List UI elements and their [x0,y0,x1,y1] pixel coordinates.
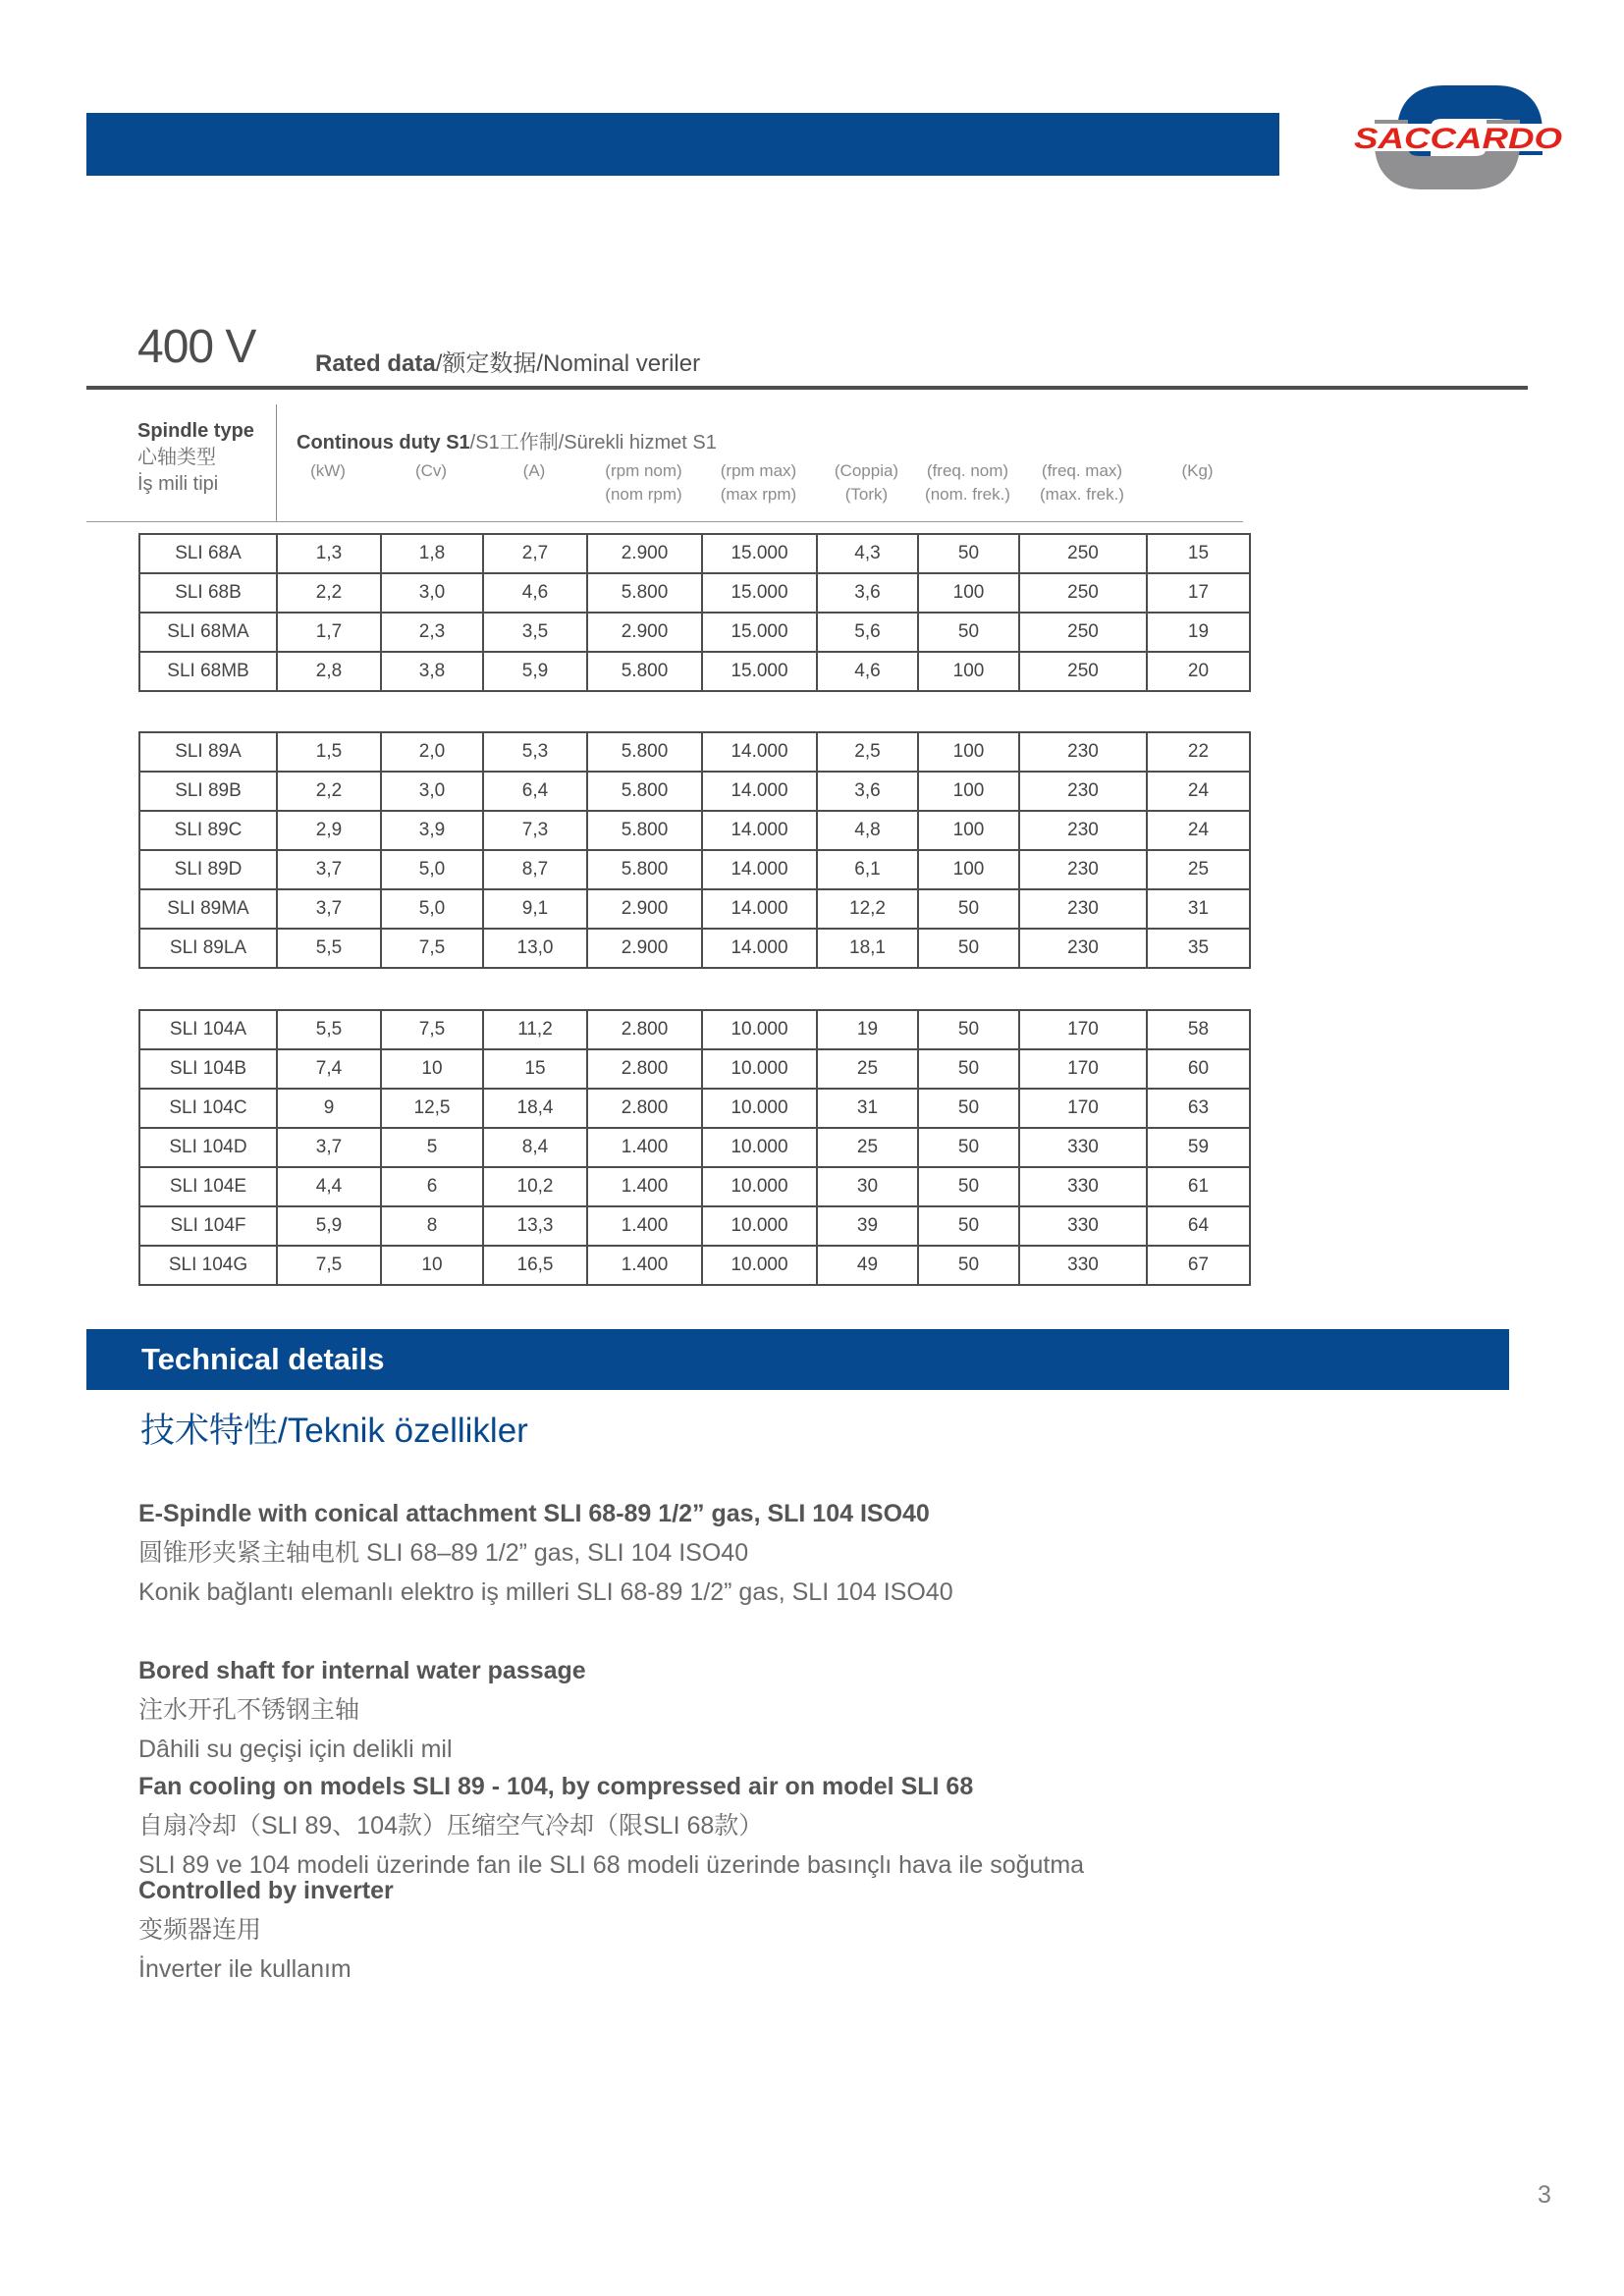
spindle-type-cell: SLI 68MA [139,613,277,652]
tech-paragraph-attachment [138,1494,1415,1612]
value-cell: 5,5 [277,1010,381,1049]
spindle-type-header [137,418,254,498]
value-cell: 5,3 [483,732,587,772]
table-row [139,811,1250,850]
spindle-type-cell: SLI 68A [139,534,277,573]
value-cell: 6 [381,1167,483,1206]
value-cell: 5,9 [277,1206,381,1246]
value-cell: 15.000 [702,613,817,652]
value-cell: 2,2 [277,772,381,811]
spindle-type-header-en: Spindle type [137,420,254,442]
value-cell: 2,3 [381,613,483,652]
value-cell: 230 [1019,850,1147,889]
value-cell: 50 [918,1089,1019,1128]
value-cell: 230 [1019,732,1147,772]
value-cell: 10 [381,1049,483,1089]
tech-paragraph-inverter [138,1871,1415,1989]
value-cell: 6,1 [817,850,918,889]
value-cell: 59 [1147,1128,1250,1167]
value-cell: 25 [817,1128,918,1167]
column-header-kw: (kW) [310,461,346,480]
continuous-duty-header-bold: Continous duty S1 [297,432,470,454]
value-cell: 14.000 [702,929,817,968]
value-cell: 25 [817,1049,918,1089]
value-cell: 22 [1147,732,1250,772]
value-cell: 100 [918,850,1019,889]
value-cell: 10 [381,1246,483,1285]
value-cell: 330 [1019,1128,1147,1167]
rated-data-table-group-2 [138,731,1251,969]
value-cell: 18,1 [817,929,918,968]
value-cell: 4,6 [483,573,587,613]
table-row [139,732,1250,772]
value-cell: 2.800 [587,1049,702,1089]
column-header-cv: (Cv) [414,461,448,480]
table-row [139,1206,1250,1246]
value-cell: 170 [1019,1010,1147,1049]
value-cell: 15 [1147,534,1250,573]
paragraph-line-tr: SLI 89 ve 104 modeli üzerinde fan ile SLI 68 modeli üzerinde basınçlı hava ile soğutma [138,1851,1085,1879]
top-blue-bar [86,113,1279,176]
value-cell: 15 [483,1049,587,1089]
value-cell: 9,1 [483,889,587,929]
paragraph-line-en: Controlled by inverter [138,1877,394,1904]
value-cell: 8,7 [483,850,587,889]
rated-data-table-group-3 [138,1009,1251,1286]
header-underline [86,521,1243,522]
rated-data-subtitle [315,344,700,378]
value-cell: 10.000 [702,1128,817,1167]
paragraph-line-zh: 圆锥形夹紧主轴电机 SLI 68–89 1/2” gas, SLI 104 ISO40 [138,1539,749,1567]
table-row [139,850,1250,889]
value-cell: 10.000 [702,1049,817,1089]
value-cell: 5,5 [277,929,381,968]
value-cell: 230 [1019,772,1147,811]
value-cell: 15.000 [702,652,817,691]
value-cell: 14.000 [702,889,817,929]
paragraph-line-zh: 自扇冷却（SLI 89、104款）压缩空气冷却（限SLI 68款） [138,1812,764,1840]
value-cell: 2.900 [587,613,702,652]
value-cell: 3,5 [483,613,587,652]
value-cell: 50 [918,1010,1019,1049]
technical-details-banner: Technical details [86,1329,1509,1390]
spindle-type-cell: SLI 104B [139,1049,277,1089]
value-cell: 3,0 [381,772,483,811]
value-cell: 7,5 [381,929,483,968]
spindle-type-cell: SLI 104F [139,1206,277,1246]
section-rule [86,386,1528,390]
paragraph-line-tr: Dâhili su geçişi için delikli mil [138,1735,453,1763]
value-cell: 10,2 [483,1167,587,1206]
value-cell: 7,4 [277,1049,381,1089]
value-cell: 100 [918,573,1019,613]
value-cell: 10.000 [702,1010,817,1049]
table-row [139,652,1250,691]
table-row [139,929,1250,968]
spindle-type-cell: SLI 89B [139,772,277,811]
value-cell: 17 [1147,573,1250,613]
value-cell: 50 [918,534,1019,573]
value-cell: 3,7 [277,889,381,929]
value-cell: 14.000 [702,850,817,889]
value-cell: 25 [1147,850,1250,889]
value-cell: 14.000 [702,732,817,772]
tech-paragraph-cooling [138,1767,1415,1885]
value-cell: 1,5 [277,732,381,772]
spindle-type-header-zh: 心轴类型 [137,447,216,468]
value-cell: 19 [1147,613,1250,652]
value-cell: 10.000 [702,1246,817,1285]
value-cell: 3,0 [381,573,483,613]
value-cell: 5.800 [587,772,702,811]
value-cell: 3,6 [817,573,918,613]
value-cell: 24 [1147,772,1250,811]
value-cell: 230 [1019,889,1147,929]
value-cell: 50 [918,1128,1019,1167]
value-cell: 5,9 [483,652,587,691]
value-cell: 11,2 [483,1010,587,1049]
value-cell: 1.400 [587,1128,702,1167]
column-header-kg: (Kg) [1181,461,1214,480]
value-cell: 10.000 [702,1089,817,1128]
column-header-coppia: (Coppia) (Tork) [834,461,899,504]
table-row [139,1089,1250,1128]
paragraph-line-tr: Konik bağlantı elemanlı elektro iş milleri SLI 68-89 1/2” gas, SLI 104 ISO40 [138,1578,953,1606]
value-cell: 35 [1147,929,1250,968]
value-cell: 2.900 [587,929,702,968]
value-cell: 170 [1019,1089,1147,1128]
value-cell: 4,4 [277,1167,381,1206]
continuous-duty-header [297,426,717,454]
value-cell: 50 [918,613,1019,652]
column-header-a: (A) [522,461,546,480]
value-cell: 5.800 [587,850,702,889]
rated-data-table-group-1 [138,533,1251,692]
value-cell: 12,2 [817,889,918,929]
table-row [139,1167,1250,1206]
value-cell: 5,0 [381,889,483,929]
value-cell: 61 [1147,1167,1250,1206]
rated-data-subtitle-bold: Rated data [315,350,436,377]
value-cell: 16,5 [483,1246,587,1285]
value-cell: 2.800 [587,1010,702,1049]
value-cell: 15.000 [702,573,817,613]
value-cell: 50 [918,1049,1019,1089]
value-cell: 230 [1019,929,1147,968]
table-row [139,573,1250,613]
value-cell: 3,6 [817,772,918,811]
value-cell: 31 [1147,889,1250,929]
paragraph-line-en: E-Spindle with conical attachment SLI 68-89 1/2” gas, SLI 104 ISO40 [138,1500,930,1527]
value-cell: 5.800 [587,811,702,850]
value-cell: 15.000 [702,534,817,573]
value-cell: 10.000 [702,1167,817,1206]
value-cell: 13,3 [483,1206,587,1246]
spindle-type-cell: SLI 104E [139,1167,277,1206]
value-cell: 50 [918,889,1019,929]
paragraph-line-en: Fan cooling on models SLI 89 - 104, by compressed air on model SLI 68 [138,1773,974,1800]
value-cell: 2,5 [817,732,918,772]
paragraph-line-tr: İnverter ile kullanım [138,1955,352,1983]
value-cell: 2.800 [587,1089,702,1128]
value-cell: 250 [1019,573,1147,613]
table-row [139,534,1250,573]
spindle-type-cell: SLI 104G [139,1246,277,1285]
value-cell: 5 [381,1128,483,1167]
value-cell: 330 [1019,1246,1147,1285]
table-row [139,613,1250,652]
value-cell: 230 [1019,811,1147,850]
voltage-heading: 400 V [137,321,256,373]
value-cell: 100 [918,811,1019,850]
saccardo-logo [1353,77,1564,198]
value-cell: 2.900 [587,889,702,929]
value-cell: 2,9 [277,811,381,850]
continuous-duty-header-rest: /S1工作制/Sürekli hizmet S1 [469,432,717,454]
value-cell: 5.800 [587,652,702,691]
rated-data-subtitle-rest: /额定数据/Nominal veriler [435,350,701,377]
value-cell: 1.400 [587,1206,702,1246]
table-row [139,889,1250,929]
value-cell: 8,4 [483,1128,587,1167]
value-cell: 2.900 [587,534,702,573]
value-cell: 7,5 [277,1246,381,1285]
value-cell: 24 [1147,811,1250,850]
table-row [139,1049,1250,1089]
spindle-type-cell: SLI 68B [139,573,277,613]
value-cell: 18,4 [483,1089,587,1128]
column-header-freqmax: (freq. max) (max. frek.) [1040,461,1124,504]
value-cell: 2,8 [277,652,381,691]
spindle-type-cell: SLI 68MB [139,652,277,691]
value-cell: 4,8 [817,811,918,850]
value-cell: 63 [1147,1089,1250,1128]
value-cell: 49 [817,1246,918,1285]
value-cell: 100 [918,772,1019,811]
column-header-rpmnom: (rpm nom) (nom rpm) [605,461,682,504]
value-cell: 39 [817,1206,918,1246]
column-header-freqnom: (freq. nom) (nom. frek.) [925,461,1010,504]
value-cell: 5,0 [381,850,483,889]
paragraph-line-zh: 注水开孔不锈钢主轴 [138,1696,360,1724]
value-cell: 60 [1147,1049,1250,1089]
value-cell: 250 [1019,613,1147,652]
table-row [139,1128,1250,1167]
value-cell: 1,3 [277,534,381,573]
value-cell: 4,3 [817,534,918,573]
value-cell: 5.800 [587,732,702,772]
value-cell: 3,7 [277,1128,381,1167]
value-cell: 7,3 [483,811,587,850]
value-cell: 2,2 [277,573,381,613]
value-cell: 31 [817,1089,918,1128]
value-cell: 3,7 [277,850,381,889]
value-cell: 14.000 [702,772,817,811]
spindle-type-cell: SLI 89LA [139,929,277,968]
value-cell: 1,7 [277,613,381,652]
technical-details-subheading: 技术特性/Teknik özellikler [140,1412,528,1450]
value-cell: 250 [1019,534,1147,573]
saccardo-logo-graphic [1353,77,1564,198]
value-cell: 30 [817,1167,918,1206]
value-cell: 2,0 [381,732,483,772]
value-cell: 64 [1147,1206,1250,1246]
value-cell: 58 [1147,1010,1250,1049]
value-cell: 20 [1147,652,1250,691]
value-cell: 250 [1019,652,1147,691]
spindle-type-cell: SLI 104A [139,1010,277,1049]
value-cell: 3,8 [381,652,483,691]
value-cell: 50 [918,1167,1019,1206]
value-cell: 9 [277,1089,381,1128]
value-cell: 50 [918,1206,1019,1246]
tech-paragraph-bored-shaft [138,1651,1415,1769]
spindle-type-cell: SLI 104C [139,1089,277,1128]
value-cell: 7,5 [381,1010,483,1049]
value-cell: 4,6 [817,652,918,691]
value-cell: 3,9 [381,811,483,850]
value-cell: 12,5 [381,1089,483,1128]
table-row [139,1010,1250,1049]
paragraph-line-zh: 变频器连用 [138,1916,262,1944]
spindle-type-cell: SLI 89D [139,850,277,889]
spindle-type-cell: SLI 89C [139,811,277,850]
spindle-type-cell: SLI 104D [139,1128,277,1167]
value-cell: 10.000 [702,1206,817,1246]
value-cell: 67 [1147,1246,1250,1285]
value-cell: 1,8 [381,534,483,573]
value-cell: 2,7 [483,534,587,573]
value-cell: 170 [1019,1049,1147,1089]
value-cell: 19 [817,1010,918,1049]
table-row [139,1246,1250,1285]
value-cell: 5,6 [817,613,918,652]
value-cell: 1.400 [587,1246,702,1285]
value-cell: 13,0 [483,929,587,968]
spindle-type-cell: SLI 89MA [139,889,277,929]
value-cell: 14.000 [702,811,817,850]
value-cell: 8 [381,1206,483,1246]
paragraph-line-en: Bored shaft for internal water passage [138,1657,586,1684]
value-cell: 1.400 [587,1167,702,1206]
column-header-rpmmax: (rpm max) (max rpm) [720,461,797,504]
value-cell: 50 [918,1246,1019,1285]
spindle-type-cell: SLI 89A [139,732,277,772]
table-row [139,772,1250,811]
value-cell: 100 [918,732,1019,772]
logo-text: SACCARDO [1354,123,1562,155]
value-cell: 330 [1019,1206,1147,1246]
value-cell: 5.800 [587,573,702,613]
value-cell: 100 [918,652,1019,691]
value-cell: 330 [1019,1167,1147,1206]
spindle-type-header-tr: İş mili tipi [137,473,219,495]
page-number: 3 [1538,2181,1551,2209]
value-cell: 6,4 [483,772,587,811]
value-cell: 50 [918,929,1019,968]
